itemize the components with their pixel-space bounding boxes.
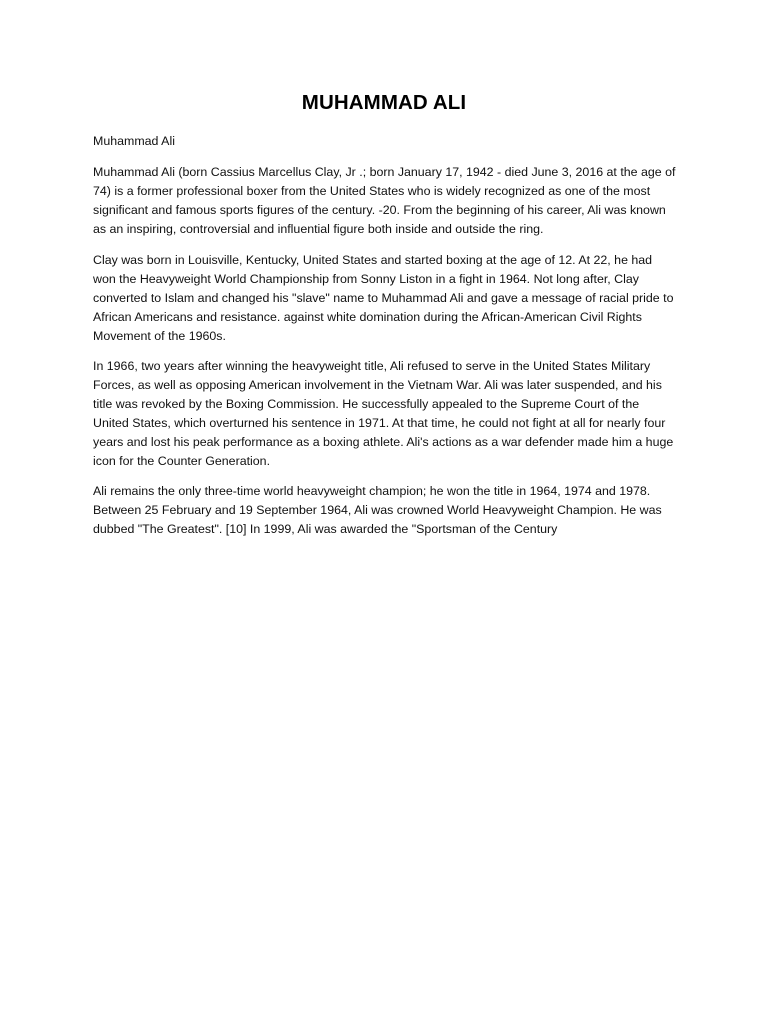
paragraph-intro: Muhammad Ali (born Cassius Marcellus Clay, Jr .; born January 17, 1942 - died June 3, 2016 at the age of 74) is a former professional boxer from the United States who is widely recognized as one of the most significant and famous sports figures of the century. -20. From the beginning of his career, Ali was known as an inspiring, controversial and influential figure both inside and outside the ring.: [93, 165, 676, 236]
paragraph-championships: Ali remains the only three-time world heavyweight champion; he won the title in 1964, 1974 and 1978. Between 25 February and 19 September 1964, Ali was crowned World Heavyweight Champion. He was dubbed "The Greatest". [10] In 1999, Ali was awarded the "Sportsman of the Century: [93, 484, 662, 536]
paragraph-early-life: Clay was born in Louisville, Kentucky, United States and started boxing at the age of 12. At 22, he had won the Heavyweight World Championship from Sonny Liston in a fight in 1964. Not long after, Clay converted to Islam and changed his "slave" name to Muhammad Ali and gave a message of racial pride to African Americans and resistance. against white domination during the African-American Civil Rights Movement of the 1960s.: [93, 253, 674, 343]
document-subheading: Muhammad Ali: [93, 134, 175, 148]
paragraph-vietnam-war: In 1966, two years after winning the heavyweight title, Ali refused to serve in the United States Military Forces, as well as opposing American involvement in the Vietnam War. Ali was later suspended, and his title was revoked by the Boxing Commission. He successfully appealed to the Supreme Court of the United States, which overturned his sentence in 1971. At that time, he could not fight at all for nearly four years and lost his peak performance as a boxing athlete. Ali's actions as a war defender made him a huge icon for the Counter Generation.: [93, 359, 674, 468]
document-title: MUHAMMAD ALI: [301, 91, 467, 114]
